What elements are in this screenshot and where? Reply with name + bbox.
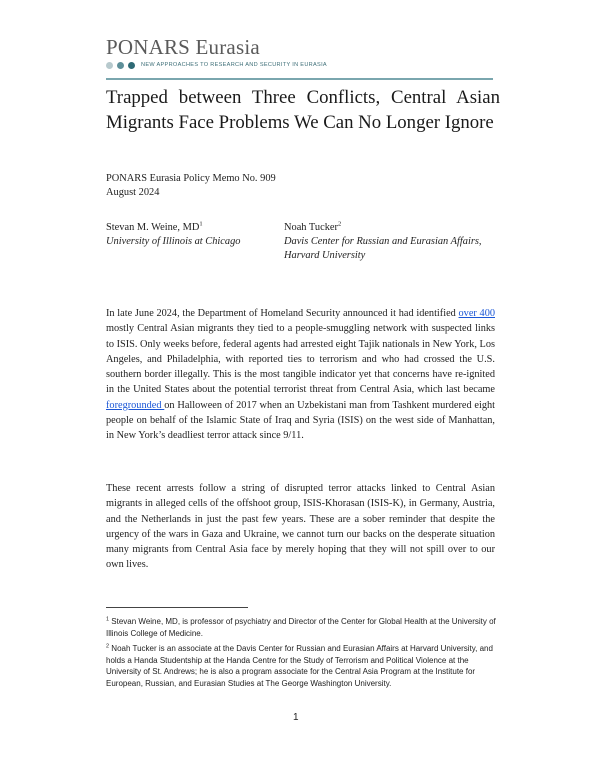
footnote-2-text: Noah Tucker is an associate at the Davis Center for Russian and Eurasian Affairs at Harvard University, and holds a Handa Studentship at the Handa Centre for the Study of Terrorism and Political Violence at the University of St. Andrews; he is also a program associate for the Central Asia Program at the Institute for European, Russian, and Eurasian Studies at The George Washington University. [106, 644, 493, 688]
foregrounded-link[interactable]: foregrounded [106, 399, 165, 411]
author-2-affiliation: Davis Center for Russian and Eurasian Affairs, Harvard University [284, 236, 482, 261]
over-400-link[interactable]: over 400 [458, 308, 495, 319]
memo-info [106, 172, 276, 200]
ponars-logo [106, 36, 496, 70]
logo-dot-2 [117, 62, 124, 69]
author-1-name: Stevan M. Weine, MD [106, 222, 200, 233]
author-1-footnote-mark[interactable]: 1 [199, 220, 203, 228]
footnote-1-text: Stevan Weine, MD, is professor of psychiatry and Director of the Center for Global Health at the University of Illinois College of Medicine. [106, 617, 496, 638]
header-divider [106, 78, 493, 80]
p1-text-c: on Halloween of 2017 when an Uzbekistani man from Tashkent murdered eight people on behalf of the Islamic State of Iraq and Syria (ISIS) on the west side of Manhattan, in New York’s deadliest terror attack since 9/11. [106, 399, 496, 442]
body-paragraph-1 [106, 306, 495, 444]
body-paragraph-2: These recent arrests follow a string of disrupted terror attacks linked to Central Asian migrants in alleged cells of the offshoot group, ISIS-Khorasan (ISIS-K), in Germany, Austria, and the Netherlands in just the past few years. These are a sober reminder that despite the urgency of the wars in Gaza and Ukraine, we cannot turn our backs on the desperate situation many migrants from Central Asia face by merely hoping that they will not spill over to our own lives. [106, 483, 495, 571]
author-1-affiliation: University of Illinois at Chicago [106, 236, 241, 247]
logo-dot-3 [128, 62, 135, 69]
logo-tagline-row [106, 60, 496, 70]
footnote-2-mark: 2 [106, 643, 110, 650]
footnote-1 [106, 616, 496, 639]
author-2-footnote-mark[interactable]: 2 [337, 220, 342, 228]
author-1-name-line [106, 221, 276, 235]
footnote-2 [106, 643, 496, 689]
author-2-name: Noah Tucker [284, 222, 338, 233]
memo-date: August 2024 [106, 187, 160, 198]
author-1 [106, 221, 276, 249]
footnote-divider [106, 607, 248, 608]
logo-tagline: NEW APPROACHES TO RESEARCH AND SECURITY IN EURASIA [141, 62, 327, 68]
page-number: 1 [293, 712, 299, 723]
author-2-name-line [284, 221, 504, 235]
memo-series: PONARS Eurasia Policy Memo No. 909 [106, 173, 276, 184]
p1-text-a: In late June 2024, the Department of Homeland Security announced it had identified [106, 308, 459, 319]
memo-title: Trapped between Three Conflicts, Central Asian Migrants Face Problems We Can No Longer Ignore [106, 87, 500, 133]
logo-dot-1 [106, 62, 113, 69]
footnote-1-mark: 1 [106, 616, 110, 623]
author-2 [284, 221, 504, 263]
logo-title: PONARS Eurasia [106, 35, 260, 59]
p1-text-b: mostly Central Asian migrants they tied to a people-smuggling network with suspected links to ISIS. Only weeks before, federal agents had arrested eight Tajik nationals in New York, Los Angeles, and Philadelphia, with reported ties to terrorism and who had crossed the U.S. southern border illegally. This is the most tangible indicator yet that concerns have re-ignited in the United States about the potential terrorist threat from Central Asia, which last became [106, 323, 495, 396]
